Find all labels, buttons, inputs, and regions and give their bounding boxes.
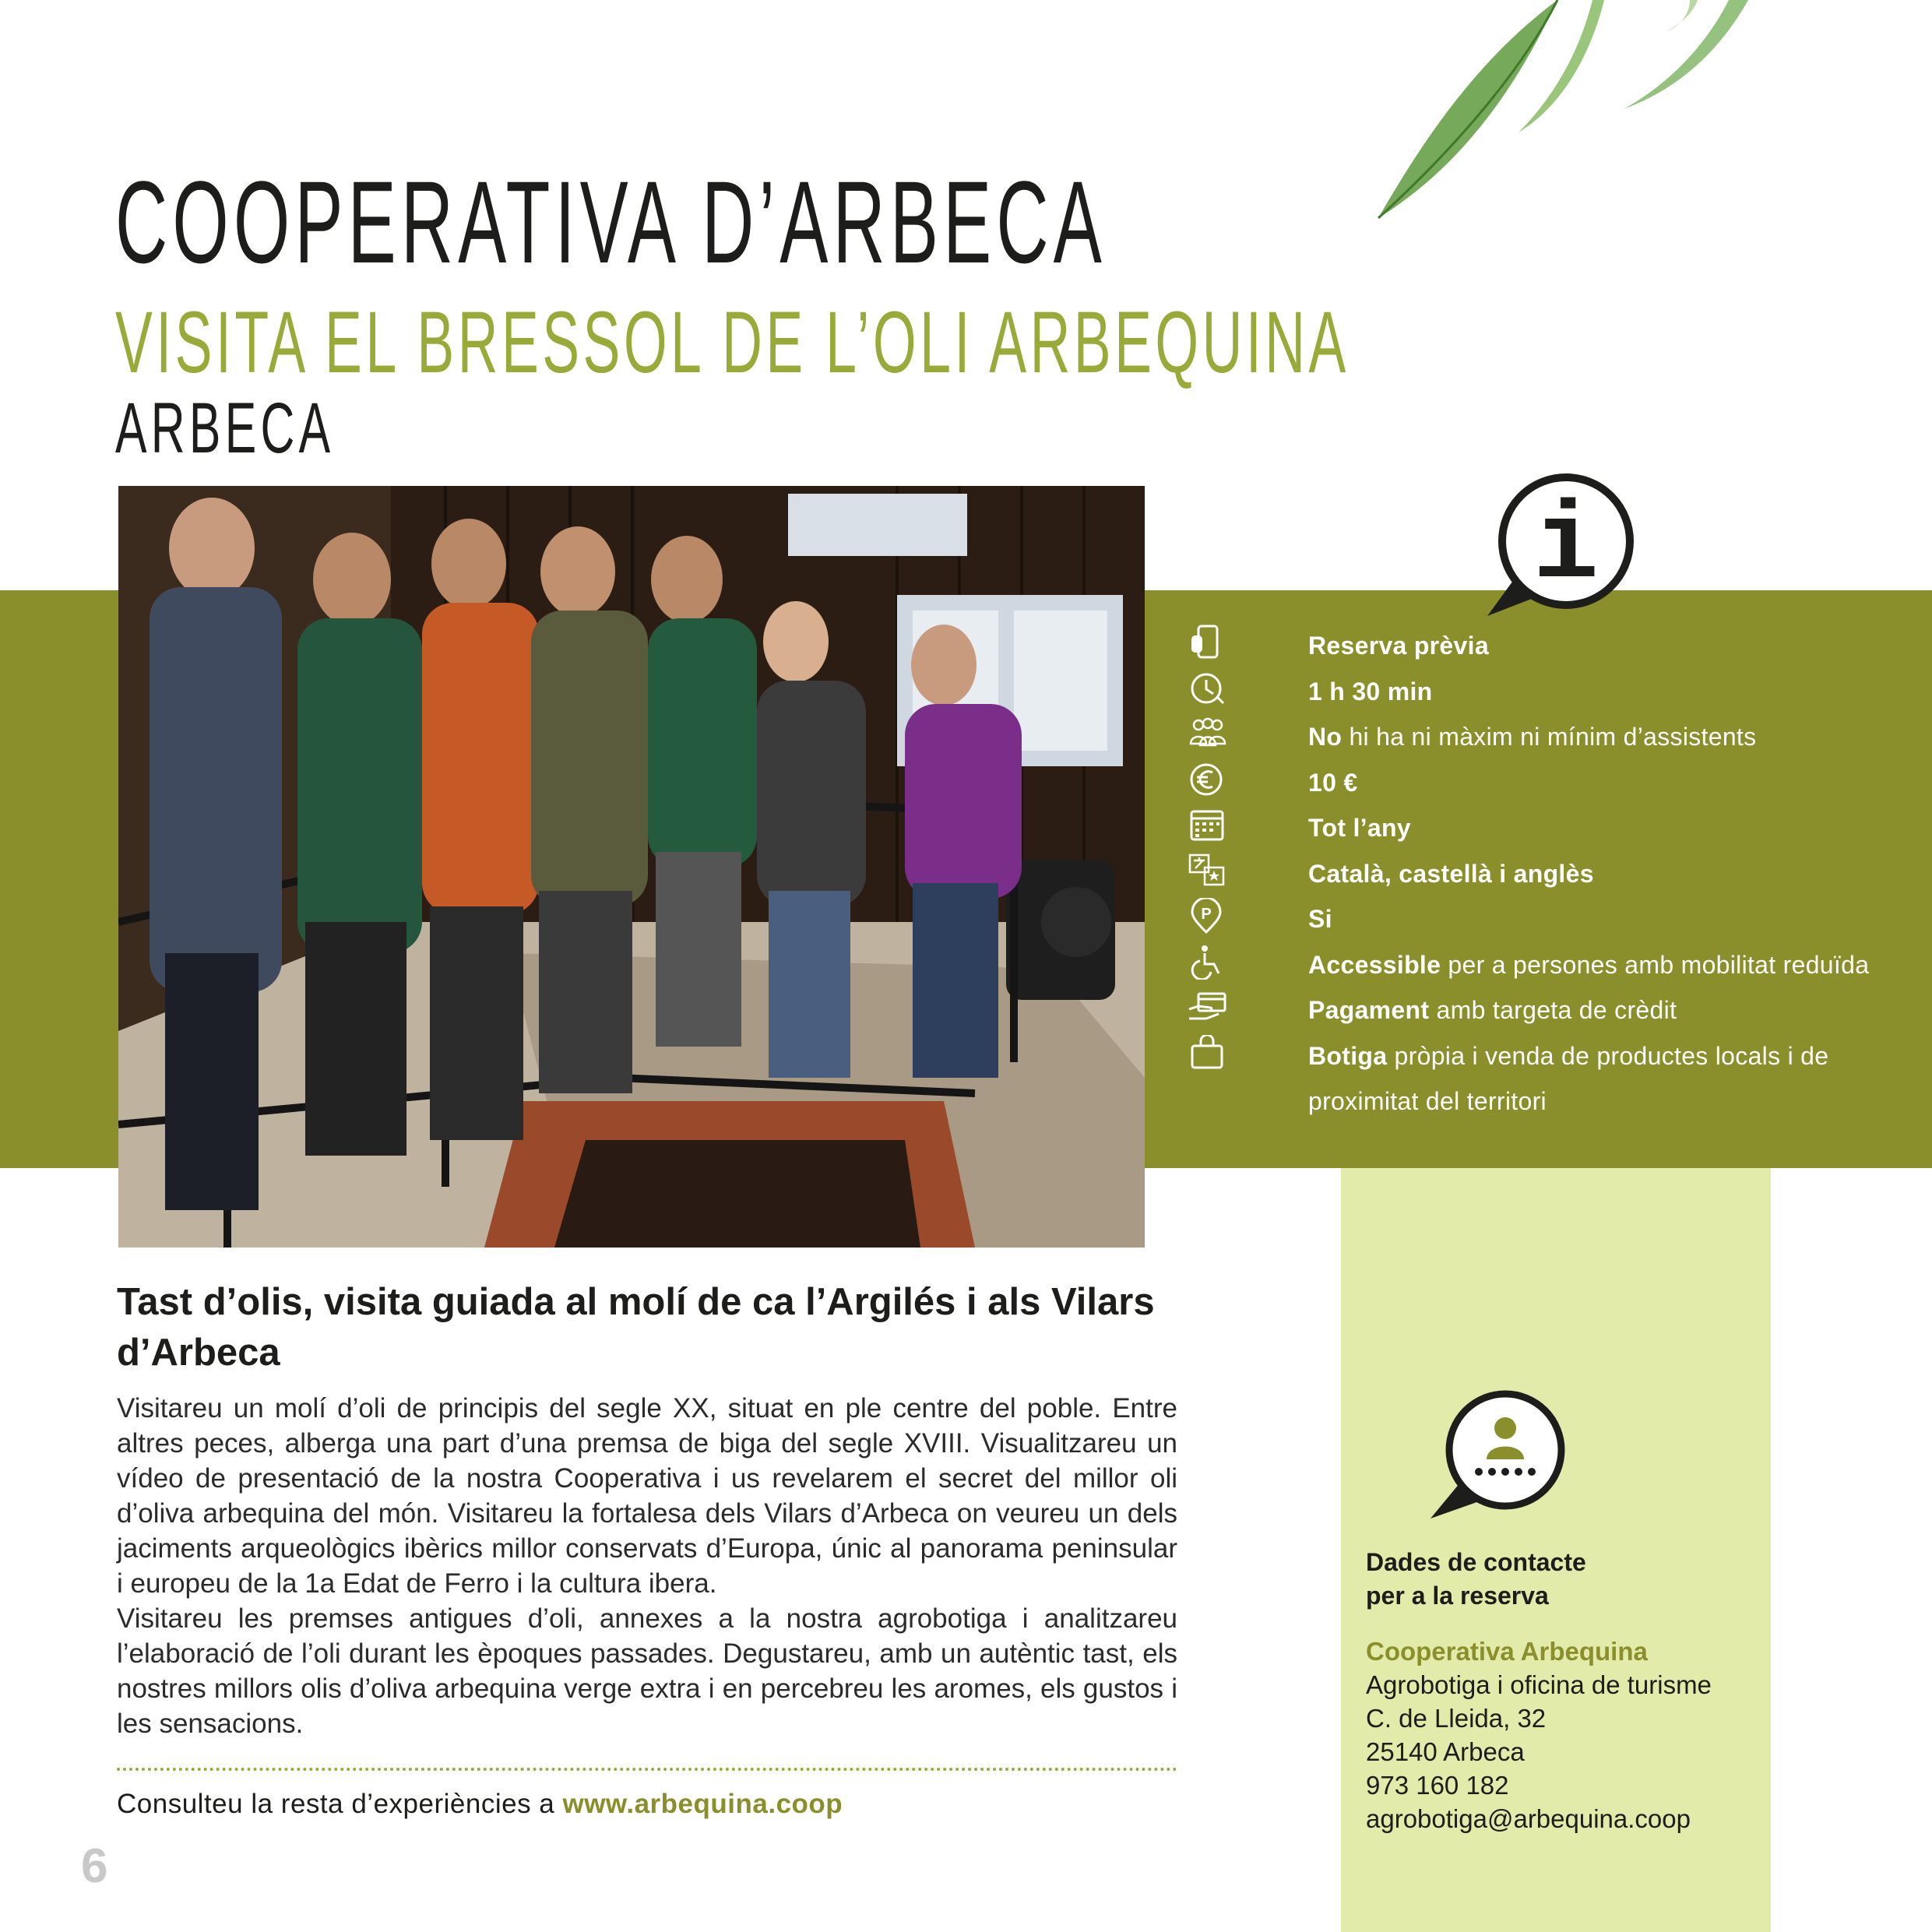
svg-text:P: P xyxy=(1201,906,1212,923)
contact-address: C. de Lleida, 32 xyxy=(1366,1704,1547,1733)
article-heading: Tast d’olis, visita guiada al molí de ca l’Argilés i als Vilars d’Arbeca xyxy=(117,1281,1155,1374)
contact-office: Agrobotiga i oficina de turisme xyxy=(1366,1670,1712,1699)
contact-heading: Dades de contacte per a la reserva xyxy=(1366,1548,1586,1610)
contact-postcode: 25140 Arbeca xyxy=(1366,1737,1525,1766)
clock-icon xyxy=(1188,670,1228,706)
tour-photo xyxy=(118,486,1145,1248)
calendar-icon xyxy=(1188,807,1228,843)
language-icon xyxy=(1188,853,1228,889)
shop-bag-icon xyxy=(1188,1035,1228,1071)
article-body xyxy=(117,1391,1177,1741)
more-experiences: Consulteu la resta d’experiències a www.arbequina.coop xyxy=(117,1789,843,1819)
info-list xyxy=(1188,623,1920,1124)
info-item-price: 10 € xyxy=(1188,760,1920,806)
olive-leaves-decoration xyxy=(1324,0,1932,226)
euro-icon xyxy=(1188,762,1228,797)
card-payment-icon xyxy=(1188,989,1228,1025)
contact-organization: Cooperativa Arbequina xyxy=(1366,1637,1648,1666)
info-item-reservation: Reserva prèvia xyxy=(1188,623,1920,669)
contact-email[interactable]: agrobotiga@arbequina.coop xyxy=(1366,1804,1691,1833)
contact-phone[interactable]: 973 160 182 xyxy=(1366,1771,1509,1800)
info-icon xyxy=(1483,471,1647,619)
dotted-divider xyxy=(117,1768,1177,1771)
info-item-shop: Botiga pròpia i venda de productes locals i de proximitat del territori xyxy=(1188,1033,1920,1124)
info-item-duration: 1 h 30 min xyxy=(1188,669,1920,715)
article-paragraph: Visitareu un molí d’oli de principis del segle XX, situat en ple centre del poble. Entre altres peces, alberga una part d’una premsa de biga del segle XVIII. Visualitzareu un vídeo de presentació de la nostra Cooperativa i us revelarem el secret del millor oli d’oliva arbequina del món. Visitareu la fortalesa dels Vilars d’Arbeca on veureu un dels jaciments arqueològics ibèrics millor conservats d’Europa, únic al panorama peninsular i europeu de la 1a Edat de Ferro i la cultura ibera. xyxy=(117,1393,1177,1599)
website-link[interactable]: www.arbequina.coop xyxy=(562,1789,843,1819)
group-icon xyxy=(1188,716,1228,751)
town-name: ARBECA xyxy=(115,389,335,468)
info-item-season: Tot l’any xyxy=(1188,805,1920,851)
info-item-attendees: No hi ha ni màxim ni mínim d’assistents xyxy=(1188,714,1920,760)
page-subtitle: VISITA EL BRESSOL DE L’OLI ARBEQUINA xyxy=(115,294,1350,391)
info-item-accessibility: Accessible per a persones amb mobilitat reduïda xyxy=(1188,942,1920,988)
info-item-payment: Pagament amb targeta de crèdit xyxy=(1188,987,1920,1033)
svg-text:i: i xyxy=(1533,486,1599,610)
contact-details xyxy=(1366,1546,1763,1835)
article-paragraph: Visitareu les premses antigues d’oli, annexes a la nostra agrobotiga i analitzareu l’elaboració de l’oli durant les èpoques passades. Degustareu, amb un autèntic tast, els nostres millors olis d’oliva arbequina verge extra i en percebreu les aromes, els gustos i les sensacions. xyxy=(117,1603,1177,1739)
contact-person-icon xyxy=(1429,1388,1569,1520)
info-item-languages: Català, castellà i anglès xyxy=(1188,851,1920,897)
parking-icon xyxy=(1188,898,1228,934)
page-number: 6 xyxy=(81,1839,108,1893)
info-item-parking: P Si xyxy=(1188,896,1920,942)
page-title: COOPERATIVA D’ARBECA xyxy=(115,157,1107,287)
phone-icon xyxy=(1188,625,1228,660)
wheelchair-icon xyxy=(1188,944,1228,980)
